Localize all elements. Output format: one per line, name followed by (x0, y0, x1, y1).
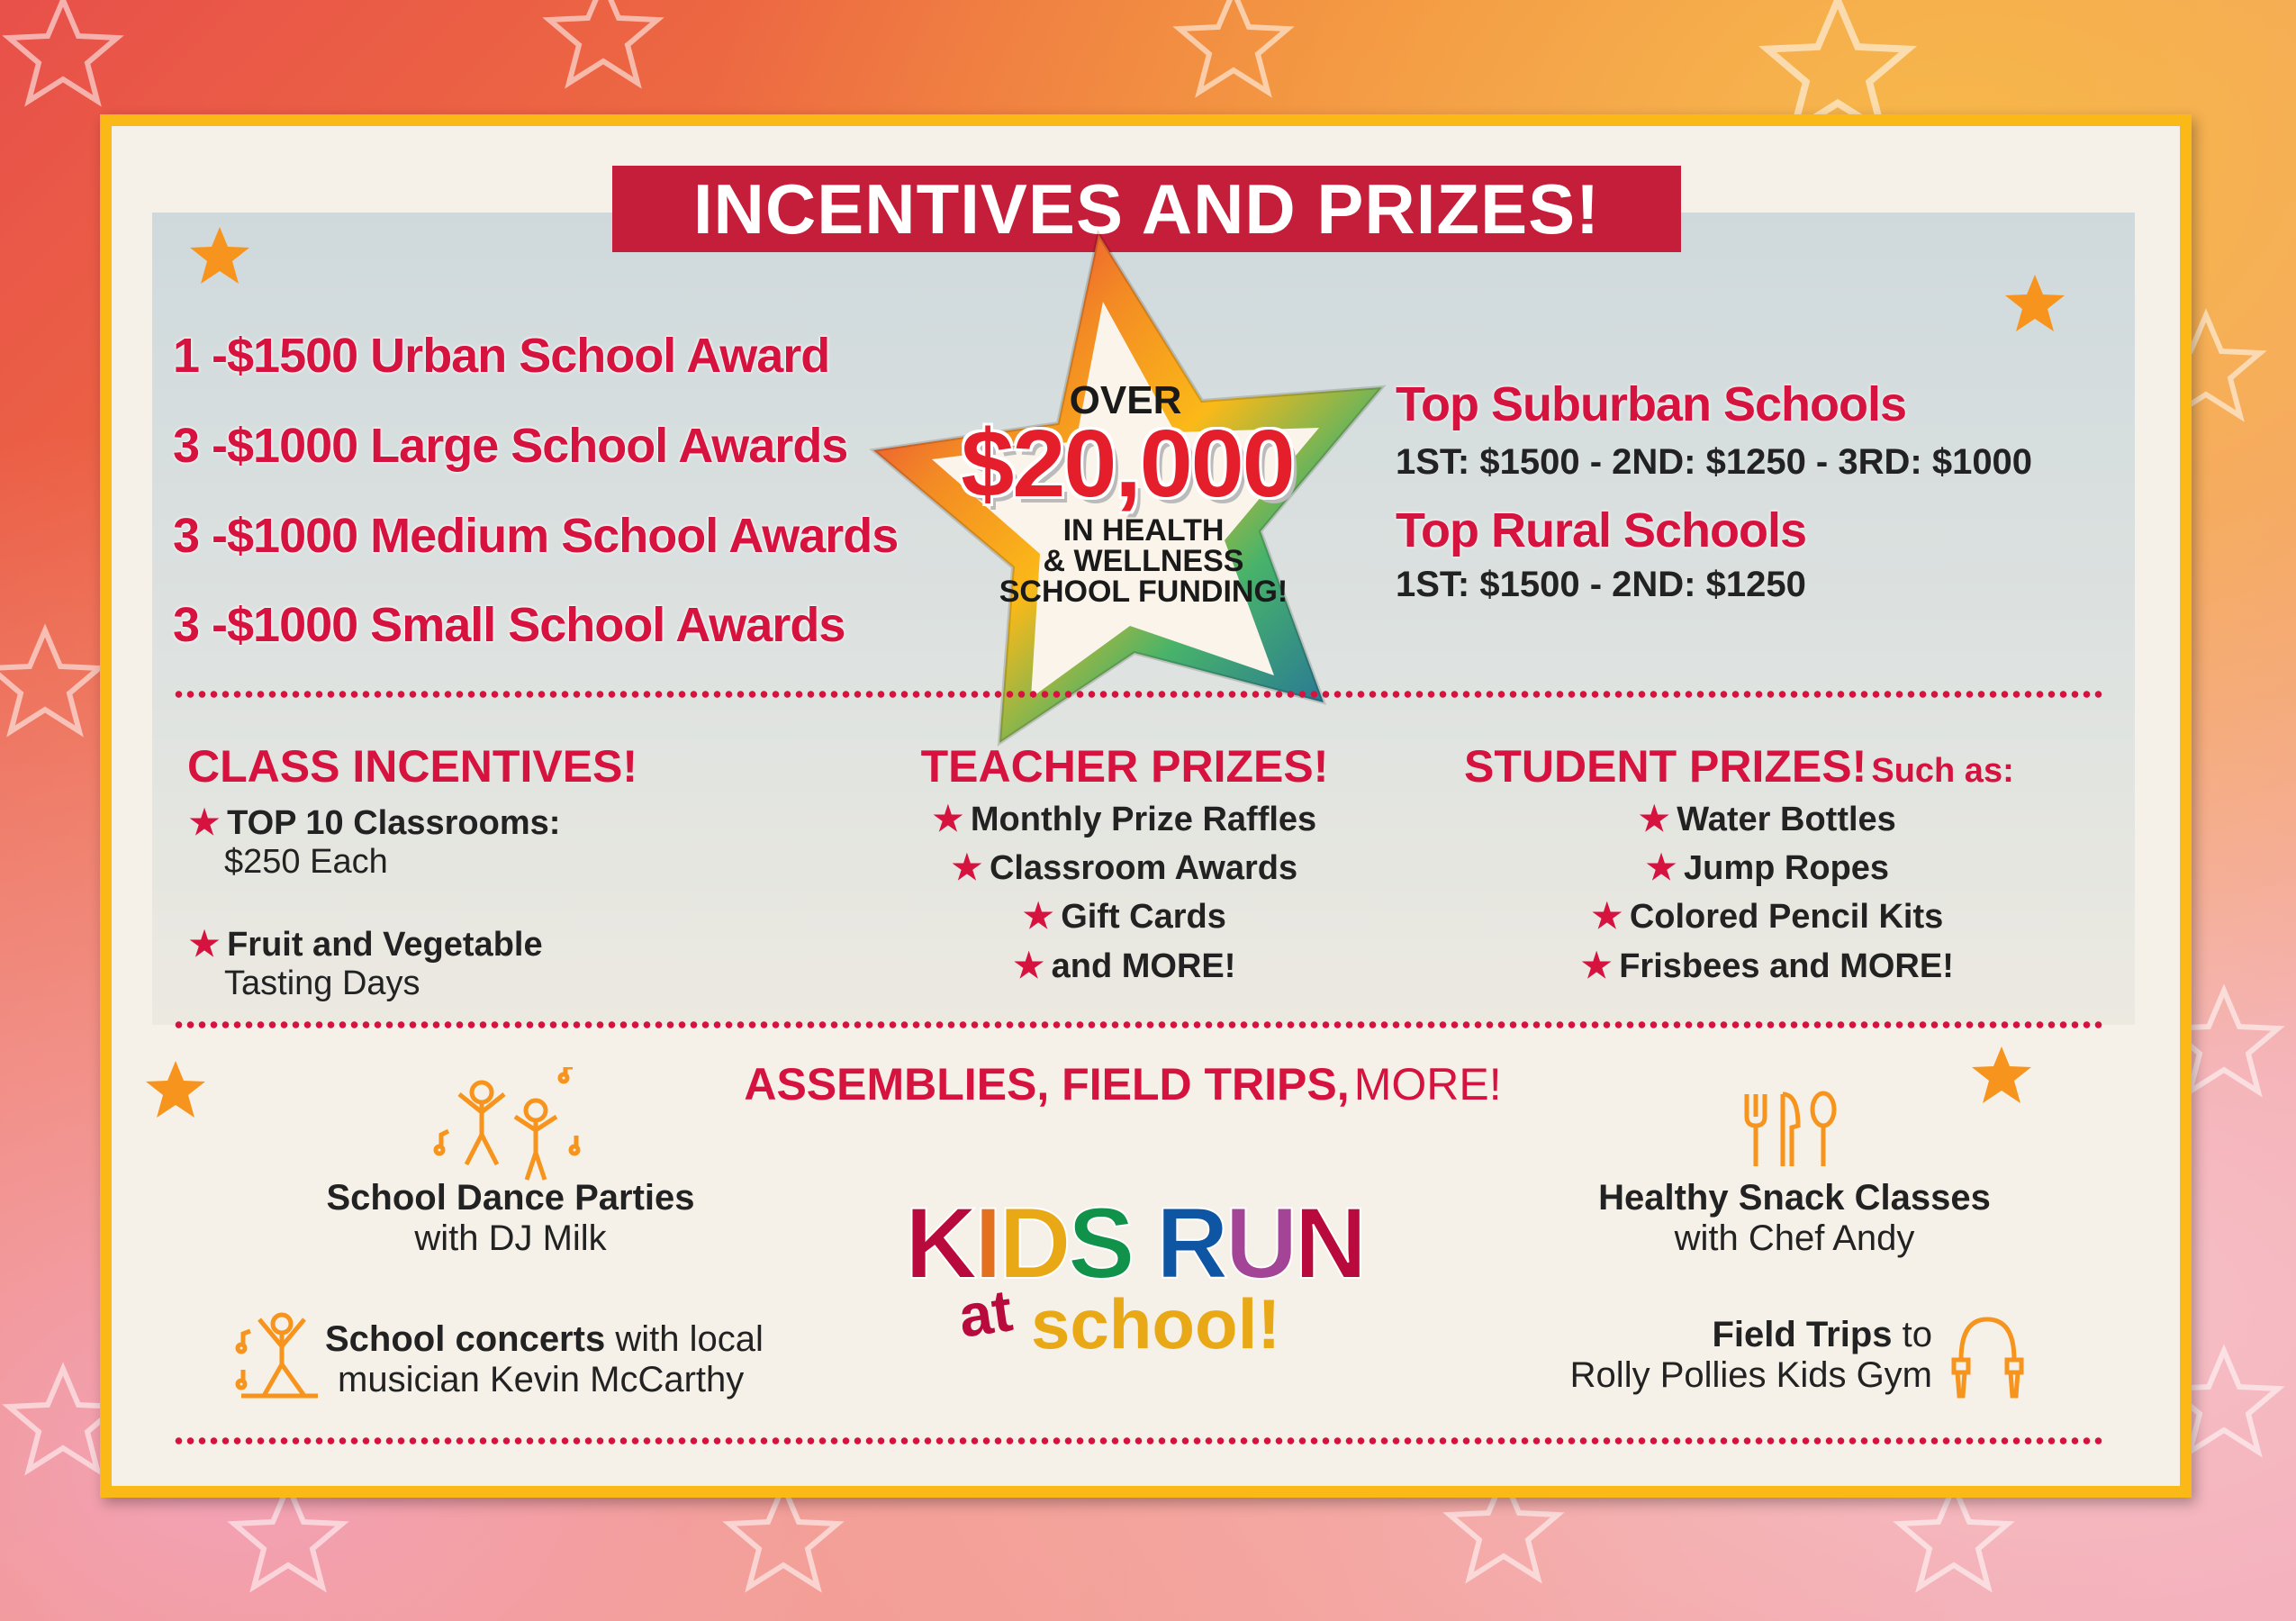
concerts-rest: with local (605, 1319, 764, 1359)
student-heading-suffix: Such as: (1871, 752, 2014, 790)
dance-sub: with DJ Milk (414, 1218, 607, 1258)
star-bullet-icon: ★ (1639, 801, 1670, 838)
teacher-item-label: Monthly Prize Raffles (970, 801, 1317, 838)
class-item-sub: Tasting Days (224, 964, 420, 1002)
star-line2: & WELLNESS (1043, 544, 1244, 578)
award-urban: 1 -$1500 Urban School Award (173, 329, 830, 383)
page-title: INCENTIVES AND PRIZES! (612, 166, 1681, 252)
star-icon (188, 225, 251, 288)
field-trips (1570, 1315, 1932, 1396)
field-rest: to (1892, 1315, 1932, 1354)
star-icon (144, 1059, 207, 1122)
class-item-label: Fruit and Vegetable (227, 926, 543, 964)
dance-parties (326, 1178, 694, 1259)
concert-performer-icon (232, 1310, 322, 1400)
class-incentives-heading: CLASS INCENTIVES! (187, 741, 638, 792)
star-line1: IN HEALTH (1062, 513, 1225, 548)
suburban-prizes: 1ST: $1500 - 2ND: $1250 - 3RD: $1000 (1396, 442, 2033, 482)
class-item-top10 (189, 802, 560, 843)
class-item-fruit (189, 924, 543, 964)
star-bullet-icon: ★ (951, 849, 982, 887)
star-bullet-icon: ★ (1013, 947, 1044, 985)
teacher-item-label: Classroom Awards (989, 849, 1298, 887)
star-bullet-icon: ★ (1591, 898, 1623, 936)
assemblies-heading-text: ASSEMBLIES, FIELD TRIPS, (744, 1059, 1350, 1109)
star-bullet-icon: ★ (189, 926, 221, 964)
suburban-title: Top Suburban Schools (1396, 377, 1906, 431)
concerts-line2: musician Kevin McCarthy (338, 1360, 745, 1399)
class-item-label: TOP 10 Classrooms: (227, 804, 561, 842)
jump-rope-icon (1945, 1315, 2030, 1400)
star-bullet-icon: ★ (932, 801, 963, 838)
logo-at: at (954, 1276, 1017, 1350)
star-icon (2003, 273, 2066, 336)
dotted-divider (173, 691, 2104, 698)
dotted-divider (173, 1021, 2104, 1028)
concerts-bold: School concerts (325, 1319, 606, 1359)
school-concerts (325, 1319, 764, 1400)
star-line3: SCHOOL FUNDING! (999, 575, 1288, 609)
teacher-item (1014, 946, 1236, 986)
star-bullet-icon: ★ (1645, 849, 1677, 887)
dancing-people-icon (432, 1067, 594, 1184)
student-item-label: Frisbees and MORE! (1619, 947, 1954, 985)
healthy-snack-classes (1598, 1178, 1991, 1259)
assemblies-more: MORE! (1353, 1059, 1502, 1109)
utensils-icon (1742, 1090, 1841, 1171)
award-small: 3 -$1000 Small School Awards (173, 598, 845, 652)
snack-sub: with Chef Andy (1674, 1218, 1915, 1258)
star-caption (999, 515, 1288, 607)
field-line2: Rolly Pollies Kids Gym (1569, 1355, 1932, 1395)
snack-title: Healthy Snack Classes (1598, 1178, 1991, 1218)
rural-prizes: 1ST: $1500 - 2ND: $1250 (1396, 565, 1806, 604)
field-bold: Field Trips (1712, 1315, 1893, 1354)
teacher-item (933, 799, 1316, 839)
star-icon (1970, 1045, 2033, 1108)
student-heading-text: STUDENT PRIZES! (1464, 741, 1867, 792)
star-over: OVER (1069, 378, 1182, 422)
award-large: 3 -$1000 Large School Awards (173, 419, 848, 473)
teacher-prizes-heading: TEACHER PRIZES! (920, 741, 1329, 792)
student-item-label: Jump Ropes (1684, 849, 1890, 887)
rural-title: Top Rural Schools (1396, 503, 1807, 557)
star-amount: $20,000 (961, 411, 1294, 517)
student-item (1581, 946, 1954, 986)
student-item (1592, 896, 1943, 937)
teacher-item (952, 847, 1297, 888)
student-item (1639, 799, 1896, 839)
teacher-item (1023, 896, 1226, 937)
class-item-sub: $250 Each (224, 843, 388, 881)
student-item-label: Colored Pencil Kits (1629, 898, 1944, 936)
dance-title: School Dance Parties (326, 1178, 695, 1218)
kids-run-at-school-logo: KIDS RUN at school! (905, 1187, 1364, 1363)
star-bullet-icon: ★ (189, 804, 221, 842)
student-item-label: Water Bottles (1677, 801, 1896, 838)
student-item (1646, 847, 1889, 888)
dotted-divider (173, 1437, 2104, 1444)
star-bullet-icon: ★ (1581, 947, 1613, 985)
star-bullet-icon: ★ (1023, 898, 1054, 936)
student-prizes-heading (1464, 740, 2014, 792)
award-medium: 3 -$1000 Medium School Awards (173, 509, 899, 563)
teacher-item-label: Gift Cards (1061, 898, 1226, 936)
assemblies-heading (744, 1058, 1501, 1110)
teacher-item-label: and MORE! (1051, 947, 1236, 985)
logo-school: school! (1031, 1284, 1281, 1363)
